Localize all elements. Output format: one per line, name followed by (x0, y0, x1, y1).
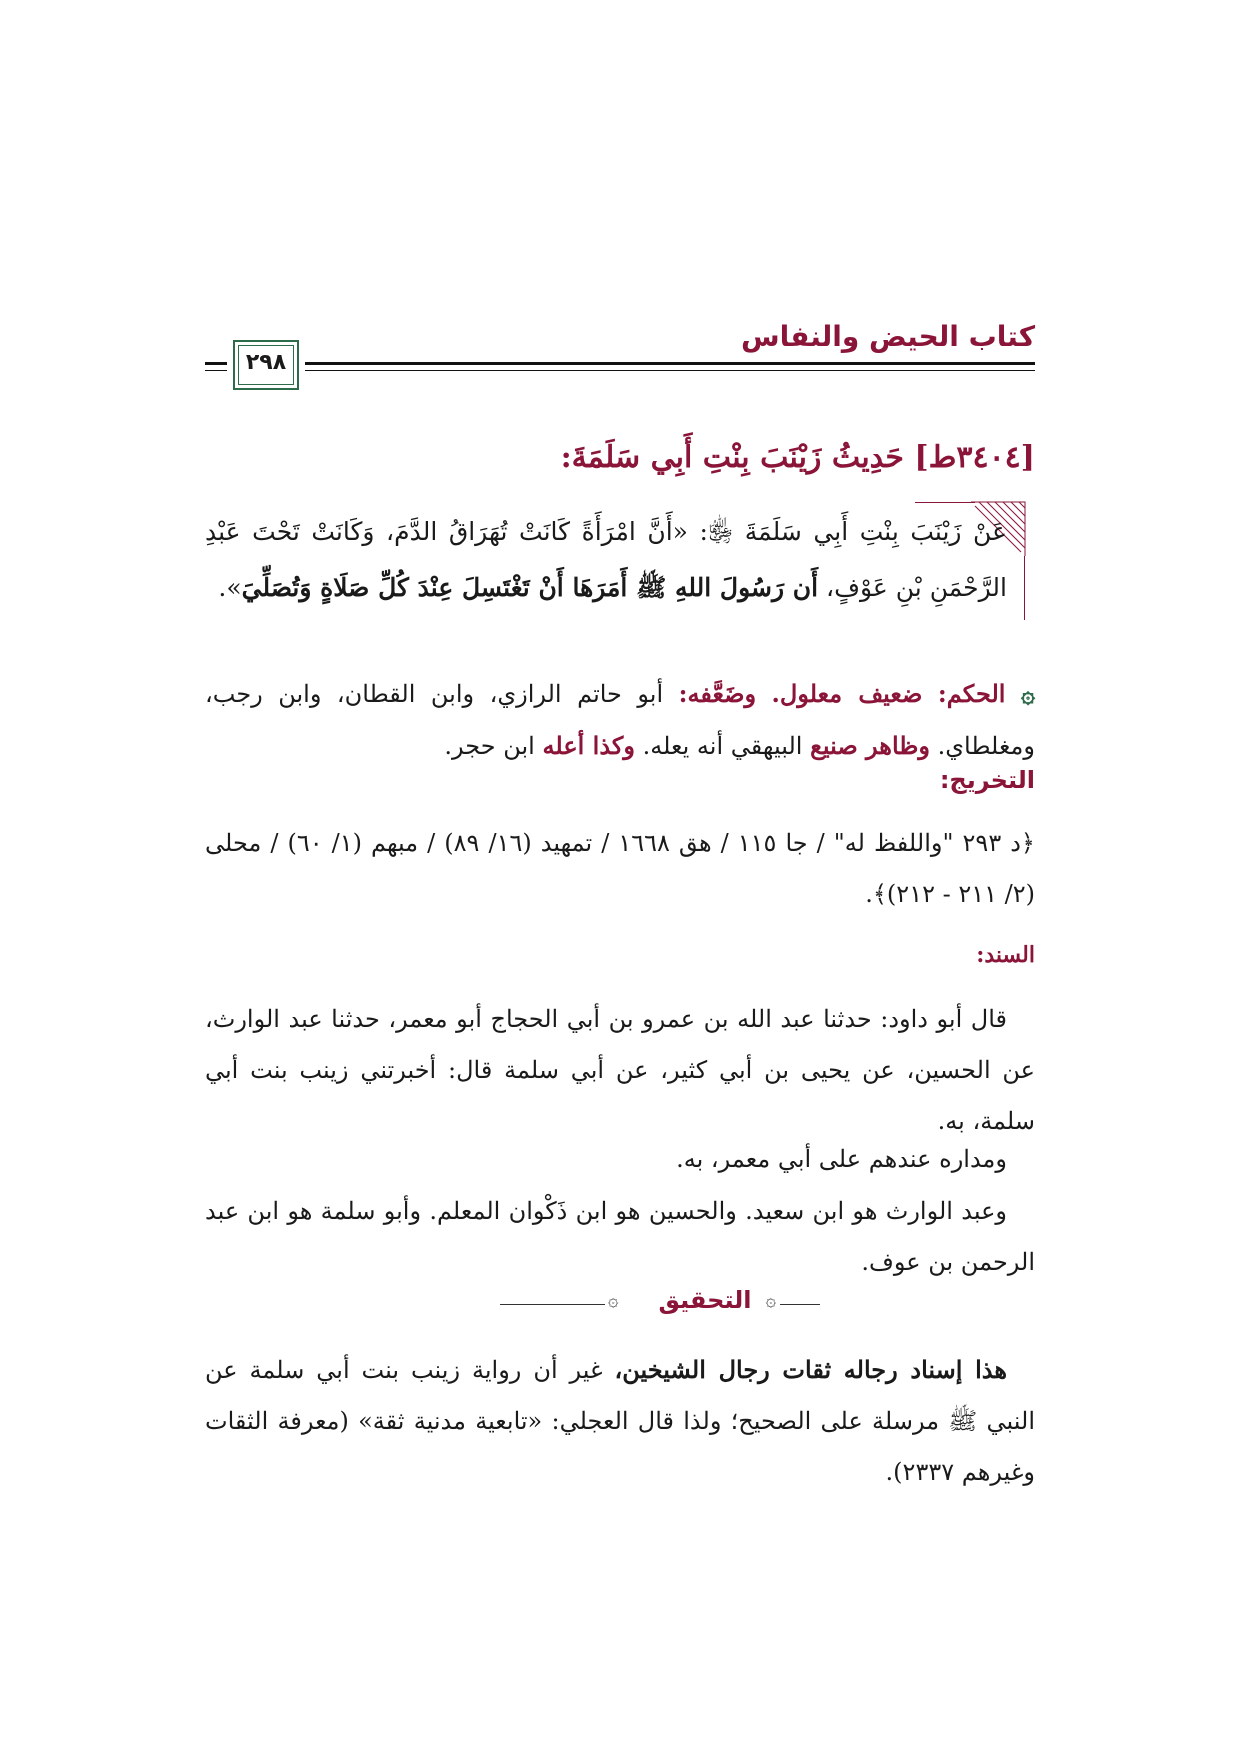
weakened-by-label: وضَعَّفه: (678, 679, 757, 708)
header-rule (205, 362, 227, 365)
hadith-text-part: عَنْ زَيْنَبَ بِنْتِ أَبِي سَلَمَةَ ﵂: «أَنَّ امْرَأَةً كَانَتْ تُهَرَاقُ الدَّمَ، وَكَانَتْ تَحْتَ عَبْدِ الرَّحْمَنِ بْنِ عَوْفٍ، (205, 517, 1007, 602)
hadith-frame-line (1024, 556, 1025, 620)
hadith-frame-line (915, 502, 975, 503)
divider-line (780, 1304, 820, 1305)
section-title: [٣٤٠٤ط] حَدِيثُ زَيْنَبَ بِنْتِ أَبِي سَلَمَةَ: (560, 440, 1035, 475)
madar-text: ومداره عندهم على أبي معمر، به. (676, 1145, 1007, 1173)
also-label: وكذا أعله (542, 731, 635, 760)
divider-line (500, 1304, 605, 1305)
divider-ornament-icon: ۞ (608, 1290, 619, 1311)
hadith-text-part: ». (218, 573, 242, 602)
flower-ornament-icon: ۞ (1020, 679, 1035, 708)
hadith-text-bold: أَن رَسُولَ اللهِ ﷺ أَمَرَهَا أَنْ تَغْتَسِلَ عِنْدَ كُلِّ صَلَاةٍ وَتُصَلِّيَ (241, 573, 819, 602)
apparent-text: البيهقي أنه يعله. (642, 732, 803, 760)
hadith-text (205, 504, 1007, 616)
also-text: ابن حجر. (444, 732, 535, 760)
header-rule (305, 370, 1035, 371)
page-number: ٢٩٨ (245, 350, 287, 375)
sanad-heading: السند: (976, 942, 1035, 968)
hadith-box (205, 492, 1035, 664)
judgement-label: الحكم: (937, 679, 1006, 708)
page-header (205, 318, 1035, 418)
takhrij-text: ﴿د ٢٩٣ "واللفظ له" / جا ١١٥ / هق ١٦٦٨ / تمهيد (١٦/ ٨٩) / مبهم (١/ ٦٠) / محلى (٢/ ٢١١ - ٢١٢)﴾. (205, 829, 1035, 908)
judgement-verdict: ضعيف معلول. (771, 679, 923, 708)
book-title: كتاب الحيض والنفاس (740, 320, 1035, 353)
narrators-note: وعبد الوارث هو ابن سعيد. والحسين هو ابن ذَكْوان المعلم. وأبو سلمة هو ابن عبد الرحمن بن عوف. (205, 1197, 1035, 1276)
header-rule (205, 370, 227, 371)
header-rule (305, 362, 1035, 365)
takhrij-heading: التخريج: (939, 766, 1035, 794)
apparent-label: وظاهر صنيع (810, 731, 930, 760)
conclusion-paragraph (205, 1344, 1035, 1498)
judgement-paragraph (205, 668, 1035, 772)
sanad-text: قال أبو داود: حدثنا عبد الله بن عمرو بن أبي الحجاج أبو معمر، حدثنا عبد الوارث، عن الحسين، عن يحيى بن أبي كثير، عن أبي سلمة قال: أخبرتني زينب بنت أبي سلمة، به. (205, 1005, 1035, 1135)
tahqiq-divider (500, 1288, 820, 1318)
conclusion-bold: هذا إسناد رجاله ثقات رجال الشيخين، (614, 1355, 1007, 1384)
weakened-by-text: أبو حاتم الرازي، وابن القطان، وابن رجب، ومغلطاي. (205, 680, 1035, 760)
divider-ornament-icon: ۞ (765, 1290, 776, 1311)
tahqiq-heading: التحقيق (658, 1286, 752, 1314)
page-number-frame (233, 340, 299, 390)
conclusion-text: غير أن رواية زينب بنت أبي سلمة عن النبي ﷺ مرسلة على الصحيح؛ ولذا قال العجلي: «تابعية مدنية ثقة» (معرفة الثقات وغيرهم ٢٣٣٧). (205, 1356, 1035, 1486)
